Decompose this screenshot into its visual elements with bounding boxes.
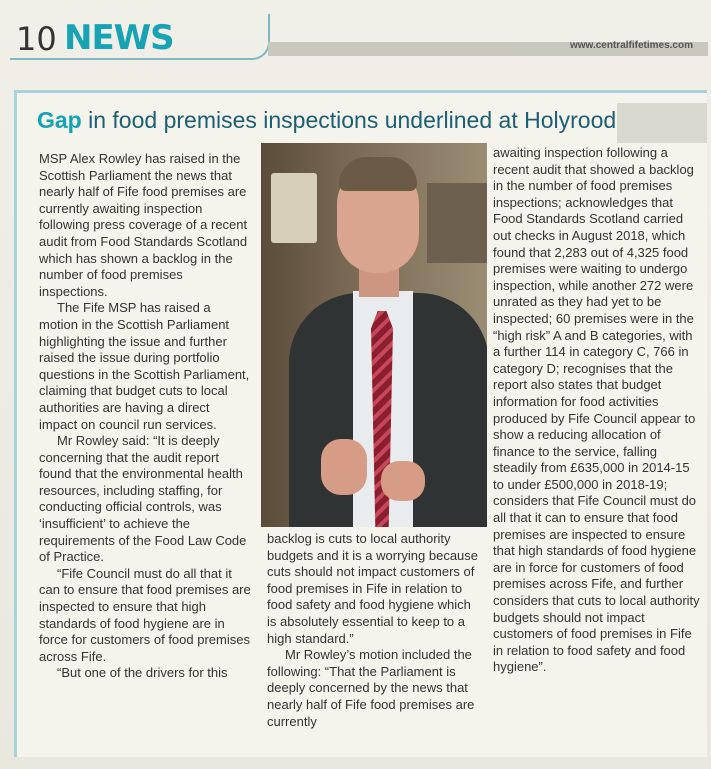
photo-hand [321, 439, 367, 495]
article-photo [261, 143, 487, 527]
paragraph: The Fife MSP has raised a motion in the Scottish Parliament highlighting the issue and further raised the issue during portfolio questions in the Scottish Parliament, claiming that budget cuts to local authorities are having a direct impact on council run services. [39, 300, 250, 432]
headline-text: in food premises inspections underlined at Holyrood [81, 107, 617, 133]
photo-hand [381, 461, 425, 501]
article [14, 90, 707, 757]
paragraph: awaiting inspection following a recent audit that showed a backlog in the number of food premises inspections; acknowledges that Food Standards Scotland carried out checks in August 2018, which found that 2,283 out of 4,325 food premises were waiting to undergo inspection, while another 272 were unrated as they had yet to be inspected; 60 premises were in the “high risk” A and B categories, with a further 114 in category C, 766 in category D; recognises that the report also states that budget information for food activities produced by Fife Council appear to show a reducing allocation of finance to the service, falling steadily from £635,000 in 2014-15 to under £500,000 in 2018-19; considers that Fife Council must do all that it can to ensure that food premises are inspected to ensure that high standards of food hygiene are in force for customers of food premises across Fife, and further considers that cuts to local authority budgets should not impact customers of food premises in Fife in relation to food safety and food hygiene”. [493, 145, 700, 675]
paragraph: Mr Rowley’s motion included the following: “That the Parliament is deeply concerned by the news that nearly half of Fife food premises are currently [267, 647, 475, 729]
paragraph: “Fife Council must do all that it can to ensure that food premises are inspected to ensure that high standards of food hygiene are in force for customers of food premises across Fife. [39, 565, 251, 664]
paragraph: MSP Alex Rowley has raised in the Scottish Parliament the news that nearly half of Fife food premises are currently awaiting inspection following press coverage of a recent audit from Food Standards Scotland which has shown a backlog in the number of food premises inspections. [39, 151, 248, 299]
section-title: NEWS [64, 18, 174, 58]
column-3 [493, 145, 703, 676]
headline [37, 107, 637, 134]
site-url: www.centralfifetimes.com [570, 40, 693, 51]
column-1 [39, 151, 251, 682]
page-number: 10 [16, 20, 57, 58]
headline-kicker: Gap [37, 107, 82, 133]
paragraph: “But one of the drivers for this [57, 665, 228, 681]
paragraph: Mr Rowley said: “It is deeply concerning that the audit report found that the environmental health resources, including staffing, for conducting official controls, was ‘insufficient’ to achieve the requirements of the Food Law Code of Practice. [39, 433, 247, 565]
photo-hair [339, 157, 417, 191]
paragraph: backlog is cuts to local authority budgets and it is a worrying because cuts should not impact customers of food premises in Fife in relation to food safety and food hygiene which is absolutely essential to keep to a high standard.” [267, 531, 479, 646]
photo-lamp [271, 173, 317, 243]
column-2 [267, 531, 479, 730]
photo-shelf [427, 183, 487, 263]
